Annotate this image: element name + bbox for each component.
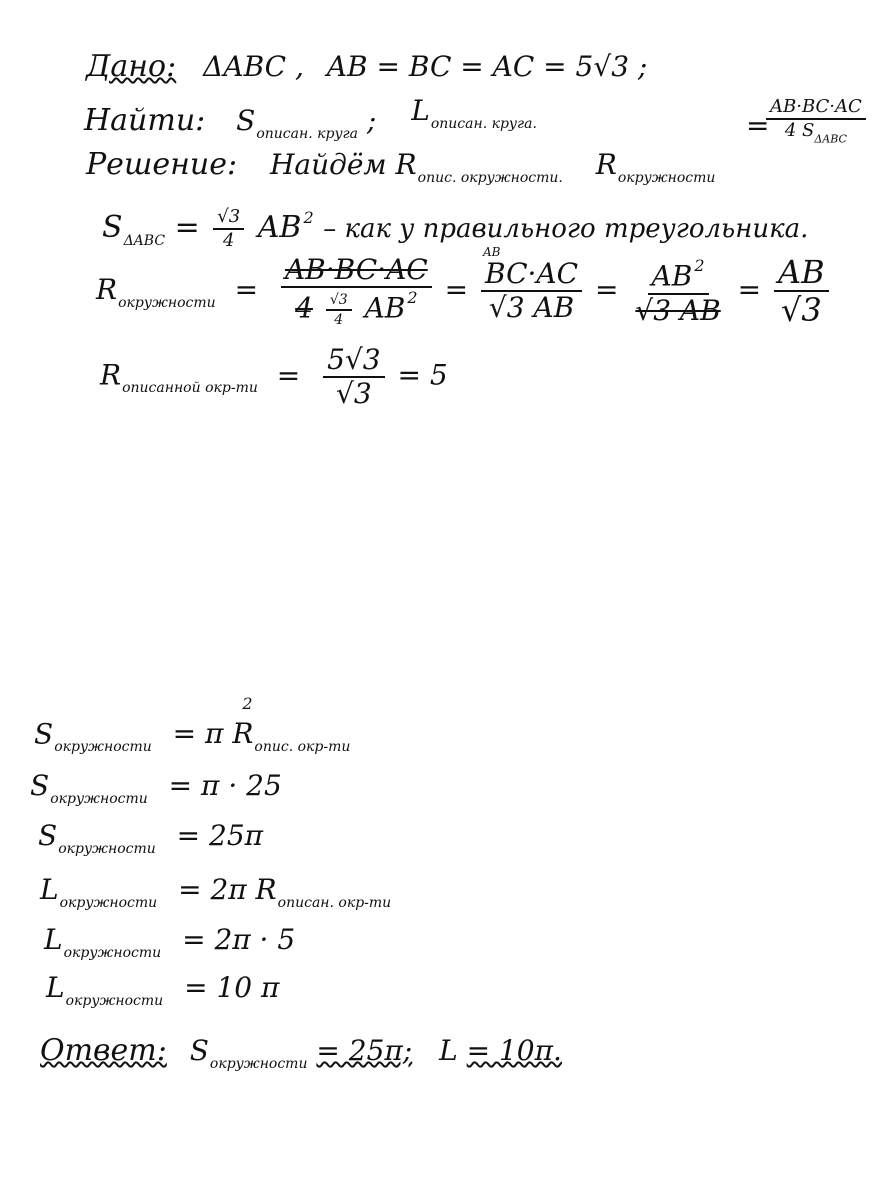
radius-fraction-1	[281, 253, 432, 328]
area-s: S	[102, 210, 123, 245]
radius-value-eq: =	[276, 358, 301, 392]
radius-fraction-2-den: √3 AB	[488, 291, 575, 325]
answer-line	[40, 1033, 562, 1072]
length-calc-2-lhs-sub: окружности	[63, 944, 162, 961]
radius-value-den: √3	[336, 377, 372, 410]
length-calc-1-rhs-sub: описан. окр-ти	[277, 894, 392, 911]
area-calc-line-3	[38, 819, 264, 857]
solution-formula-fraction	[766, 98, 866, 145]
solution-formula-denominator-sub: ΔABC	[814, 132, 847, 146]
solution-formula-sub: окружности	[617, 169, 716, 186]
radius-fraction-1-num: AB·BC·AC	[284, 253, 428, 286]
length-calc-1-rhs: = 2π R	[178, 873, 277, 906]
given-label: Дано:	[86, 49, 177, 84]
solution-label: Решение:	[86, 147, 238, 182]
find-length-sub: описан. круга.	[430, 115, 537, 132]
radius-fraction-1-den-pow: 2	[407, 288, 418, 307]
radius-fraction-2-over: AB	[483, 245, 501, 260]
radius-value-num: 5√3	[323, 346, 384, 378]
area-calc-2-lhs-sub: окружности	[50, 790, 148, 807]
length-calc-3-lhs: L	[46, 971, 65, 1004]
radius-eq2: =	[444, 272, 469, 306]
radius-fraction-4-num: AB	[774, 256, 829, 292]
length-calc-2-rhs: = 2π · 5	[182, 923, 296, 956]
radius-fraction-1-den-frac-den: 4	[334, 311, 344, 328]
find-area-sub: описан. круга	[256, 125, 358, 142]
area-calc-3-rhs: = 25π	[176, 819, 264, 852]
find-sep: ;	[366, 104, 377, 137]
area-eq: =	[174, 210, 200, 245]
length-calc-3-lhs-sub: окружности	[65, 992, 164, 1009]
length-calc-line-3	[46, 971, 280, 1009]
length-calc-1-lhs-sub: окружности	[59, 894, 158, 911]
radius-fraction-2-num: BC·AC	[485, 257, 579, 291]
radius-fraction-1-den-frac-num: √3	[326, 293, 352, 311]
length-calc-2-lhs: L	[44, 923, 63, 956]
find-area-letter: S	[236, 104, 256, 137]
length-calc-line-2	[44, 923, 296, 961]
solution-text: Найдём R	[269, 148, 417, 181]
radius-fraction-2	[481, 245, 582, 325]
radius-fraction-1-den-a: 4	[295, 291, 313, 325]
answer-s: S	[189, 1034, 209, 1067]
area-pow: 2	[303, 207, 314, 227]
radius-fraction-4	[774, 253, 829, 330]
radius-value-r: R	[100, 358, 122, 392]
length-calc-3-rhs: = 10 π	[184, 971, 280, 1004]
solution-formula-rhs	[762, 98, 870, 145]
radius-value-result: = 5	[397, 358, 448, 392]
length-calc-line-1	[40, 873, 392, 911]
radius-chain-line	[96, 245, 833, 330]
find-label: Найти:	[84, 103, 206, 138]
answer-s-value: = 25π;	[316, 1034, 413, 1067]
area-fraction-num: √3	[213, 208, 244, 230]
solution-formula-numerator: AB·BC·AC	[766, 98, 866, 120]
area-calc-1-lhs: S	[34, 717, 54, 751]
radius-fraction-3-pow: 2	[694, 256, 705, 276]
find-line	[84, 94, 537, 142]
radius-fraction-3-den: √3 AB	[635, 293, 721, 327]
radius-r-sub: окружности	[118, 294, 216, 311]
area-calc-3-lhs-sub: окружности	[58, 840, 156, 857]
answer-label: Ответ:	[40, 1033, 167, 1068]
answer-l: L	[439, 1034, 458, 1067]
radius-r: R	[96, 272, 118, 306]
solution-formula-denominator: 4 S	[784, 120, 815, 141]
answer-l-value: = 10π.	[466, 1034, 562, 1067]
radius-value-line	[100, 343, 448, 410]
area-calc-line-1	[34, 694, 363, 756]
radius-value-fraction	[323, 343, 384, 410]
radius-fraction-1-den-b: AB	[364, 291, 406, 325]
given-triangle: ΔABC ,	[203, 50, 304, 83]
given-line	[86, 49, 648, 84]
radius-fraction-1-den-frac	[326, 293, 352, 327]
area-calc-1-rhs: = π R	[172, 717, 254, 751]
answer-s-sub: окружности	[209, 1055, 308, 1072]
area-calc-3-lhs: S	[38, 819, 58, 852]
area-formula-line	[102, 208, 808, 250]
area-s-sub: ΔABC	[123, 232, 166, 249]
radius-eq4: =	[737, 272, 762, 306]
radius-fraction-3	[631, 256, 724, 327]
area-fraction-den: 4	[223, 230, 235, 251]
area-calc-2-lhs: S	[30, 769, 50, 802]
area-calc-1-rhs-sub: опис. окр-ти	[254, 739, 351, 756]
area-calc-1-pow: 2	[242, 694, 253, 713]
radius-fraction-3-num: AB	[651, 259, 693, 293]
given-sides: AB = BC = AC = 5√3 ;	[326, 50, 648, 83]
radius-eq3: =	[594, 272, 619, 306]
area-comment: – как у правильного треугольника.	[323, 214, 809, 244]
find-length-letter: L	[411, 94, 430, 127]
area-rest: AB	[257, 210, 302, 245]
solution-formula-letter: R	[595, 148, 617, 181]
solution-line	[86, 147, 716, 186]
radius-value-r-sub: описанной окр-ти	[122, 380, 258, 397]
area-fraction	[213, 208, 244, 250]
radius-fraction-4-den: √3	[780, 291, 822, 330]
length-calc-1-lhs: L	[40, 873, 59, 906]
area-calc-1-lhs-sub: окружности	[54, 739, 152, 756]
solution-text-sub: опис. окружности.	[417, 169, 563, 186]
area-calc-2-rhs: = π · 25	[168, 769, 282, 802]
radius-eq1: =	[234, 272, 259, 306]
solution-formula-eq: =	[746, 109, 770, 142]
area-calc-line-2	[30, 769, 282, 807]
